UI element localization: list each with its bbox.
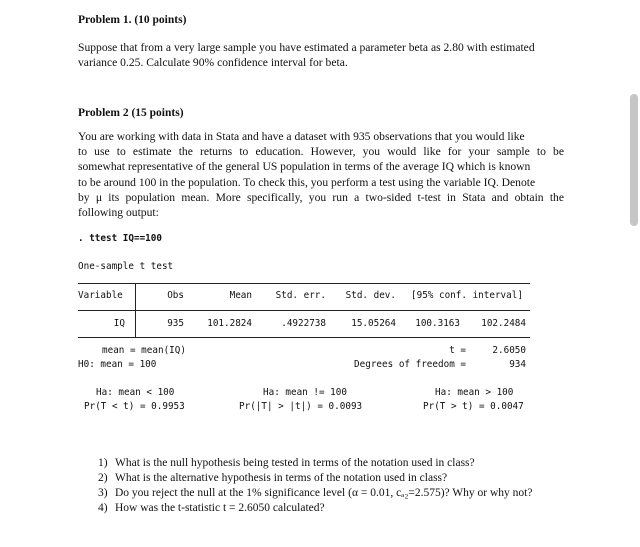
table-bottom-rule — [78, 337, 530, 338]
table-top-rule — [78, 283, 530, 284]
alt-two-sided-pvalue: Pr(|T| > |t|) = 0.0093 — [239, 401, 363, 412]
col-header-conf-interval: [95% conf. interval] — [411, 290, 523, 301]
alt-upper-pvalue: Pr(T > t) = 0.0047 — [423, 401, 524, 412]
problem1-heading: Problem 1. (10 points) — [78, 14, 187, 26]
table-header-rule — [78, 310, 530, 311]
col-header-variable: Variable — [78, 290, 123, 301]
problem2-line: You are working with data in Stata and have a dataset with 935 observations that you would like — [78, 130, 525, 143]
problem2-line: somewhat representative of the general US population in terms of the average IQ which is known — [78, 160, 531, 174]
cell-ci-high: 102.2484 — [481, 318, 526, 329]
col-header-std-err: Std. err. — [275, 290, 326, 301]
problem2-line: to be around 100 in the population. To check this, you perform a test using the variable IQ. Denote — [78, 175, 536, 189]
t-value: 2.6050 — [492, 345, 526, 356]
stata-title: One-sample t test — [78, 261, 174, 272]
t-label: t = — [449, 345, 466, 356]
problem2-text — [78, 129, 564, 220]
cell-mean: 101.2824 — [207, 318, 252, 329]
null-hypothesis: H0: mean = 100 — [78, 359, 157, 370]
problem2-line: to use to estimate the returns to education. However, you would like for your sample to be — [78, 145, 564, 159]
cell-std-err: .4922738 — [281, 318, 326, 329]
table-column-divider — [135, 283, 136, 337]
problem2-line: following output: — [78, 206, 159, 220]
col-header-std-dev: Std. dev. — [345, 290, 396, 301]
alt-upper-hypothesis: Ha: mean > 100 — [435, 387, 514, 398]
problem1-line: Suppose that from a very large sample you have estimated a parameter beta as 2.80 with estimated — [78, 41, 535, 54]
col-header-obs: Obs — [167, 290, 184, 301]
question-2: 2) What is the alternative hypothesis in terms of the notation used in class? — [98, 472, 448, 484]
problem2-line: by μ its population mean. More specifically, you run a two-sided t-test in Stata and obtain the — [78, 190, 564, 204]
df-value: 934 — [509, 359, 526, 370]
alt-lower-hypothesis: Ha: mean < 100 — [96, 387, 175, 398]
question-3: 3) Do you reject the null at the 1% significance level (α = 0.01, cₐ₂=2.575)? Why or why not? — [98, 487, 533, 499]
stata-command: . ttest IQ==100 — [78, 233, 162, 244]
mean-definition: mean = mean(IQ) — [102, 345, 186, 356]
problem1-line: variance 0.25. Calculate 90% confidence interval for beta. — [78, 56, 348, 70]
df-label: Degrees of freedom = — [354, 359, 466, 370]
cell-obs: 935 — [167, 318, 184, 329]
problem2-heading: Problem 2 (15 points) — [78, 107, 184, 119]
cell-ci-low: 100.3163 — [415, 318, 460, 329]
cell-std-dev: 15.05264 — [351, 318, 396, 329]
col-header-mean: Mean — [229, 290, 252, 301]
cell-variable: IQ — [113, 318, 125, 329]
question-4: 4) How was the t-statistic t = 2.6050 calculated? — [98, 502, 325, 514]
vertical-scrollbar[interactable] — [630, 94, 638, 226]
alt-lower-pvalue: Pr(T < t) = 0.9953 — [84, 401, 185, 412]
alt-two-sided-hypothesis: Ha: mean != 100 — [263, 387, 347, 398]
problem1-text — [78, 40, 564, 70]
question-1: 1) What is the null hypothesis being tested in terms of the notation used in class? — [98, 457, 475, 469]
